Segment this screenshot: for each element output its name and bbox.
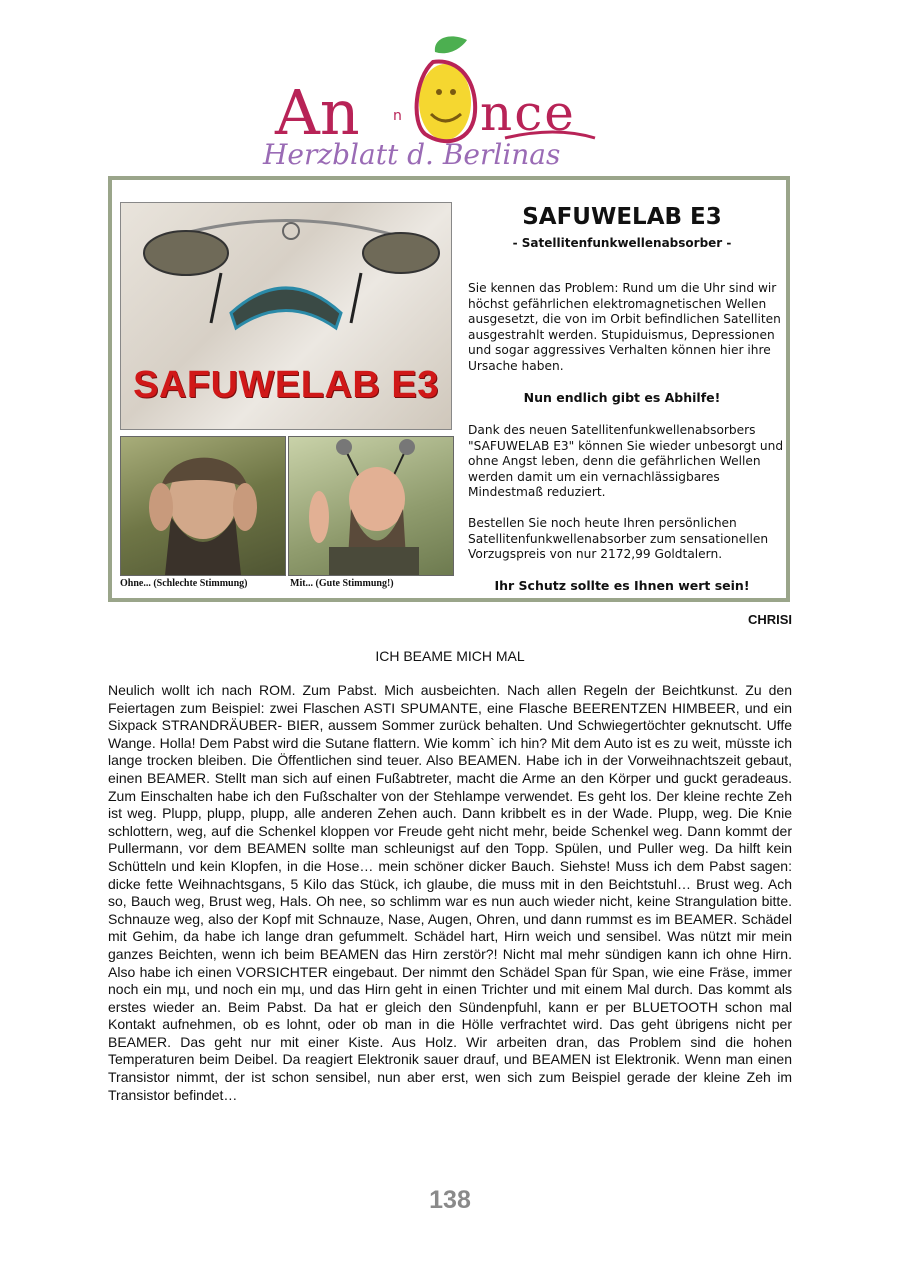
leaf-icon (435, 36, 467, 53)
ad-paragraph-3: Bestellen Sie noch heute Ihren persönlichen Satellitenfunkwellenabsorber zum sensationellen Vorzugspreis von nur 2172,99 Goldtalern. (468, 516, 769, 562)
author-name: CHRISI (747, 612, 792, 627)
ad-paragraph-2: Dank des neuen Satellitenfunkwellenabsorbers "SAFUWELAB E3" können Sie wieder unbesorgt und ohne Angst leben, denn die gefährlichen Wellen werden damit um ein vernachlässigbares Mindestmaß reduziert. (468, 423, 784, 500)
logo-text-an: An (275, 76, 360, 149)
after-photo-caption: Mit... (Gute Stimmung!) (290, 578, 394, 589)
before-photo (120, 436, 286, 576)
article-body: Neulich wollt ich nach ROM. Zum Pabst. Mich ausbeichten. Nach allen Regeln der Beichtkunst. Zu den Feiertagen zum Beispiel: zwei Flaschen ASTI SPUMANTE, eine Flasche BEERENTZEN HIMBEER, und ein Sixpack STRANDRÄUBER- BIER, aussem Sommer zurück behalten. Und Schwiegertöchter geknutscht. Uffe Wange. Holla! Dem Pabst wird die Sutane flattern. Wie komm` ich hin? Mit dem Auto ist es zu weit, müsste ich lange trocken bleiben. Die Öffentlichen sind teuer. Also BEAMEN. Habe ich in der Vorweihnachtszeit gebaut, einen BEAMER. Stellt man sich auf einen Fußabtreter, macht die Arme an den Körper und guckt geradeaus. Zum Einschalten habe ich den Fußschalter von der Stehlampe verwendet. Es geht los. Der kleine rechte Zeh ist weg. Plupp, plupp, plupp, alle anderen Zehen auch. Dann kribbelt es in der Wade. Plupp, weg. Die Knie schlottern, weg, auf die Schenkel kloppen vor Freude geht nicht mehr, beide Schenkel weg. Dann kommt der Pullermann, vor dem BEAMEN sollte man schleunigst auf den Topp. Spülen, und Puller weg. Da hilft kein Schütteln und kein Klopfen, in die Hose… mein schöner dicker Bauch. Siehste! Muss ich dem Pabst sagen: dicke fette Weihnachtsgans, 5 Kilo das Stück, ich glaube, die muss mit in den Beichtstuhl… Brust weg. Ach so, Bauch weg, Brust weg, Hals. Oh nee, so schlimm war es nun auch wieder nicht, keine Strangulation bitte. Schnauze weg, also der Kopf mit Schnauze, Nase, Augen, Ohren, und dann rummst es im BEAMER. Schädel mit Gehim, da habe ich lange dran gefummelt. Schädel hart, Hirn weich und sensibel. Was nützt mir mein ganzes Beichten, wenn ich beim BEAMEN das Hirn zerstör?! Nicht mal mehr sündigen kann ich ohne Hirn. Also habe ich einen VORSICHTER eingebaut. Der nimmt den Schädel Span für Span, wie eine Fräse, immer noch ein mµ, und noch ein mµ, und das Hirn geht in einen Trichter und mit einem Mal durch. Das kommt als erstes wieder an. Beim Pabst. Da hat er gleich den Sündenpfuhl, kann er per BLUETOOTH schon mal Kontakt aufnehmen, ob es lohnt, oder ob man in die Hölle verfrachtet wird. Das geht übrigens nicht per BEAMER. Das geht nur mit einer Kiste. Aus Holz. Wir arbeiten dran, das Problem sind die hohen Temperaturen beim Deibel. Da reagiert Elektronik sauer drauf, und BEAMEN ist Elektronik. Wenn man einen Transistor nimmt, der ist schon sensibel, nun aber erst, wen sich zum Beispiel gerade der kleine Zeh im Transistor befindet… (108, 682, 792, 1103)
before-photo-caption: Ohne... (Schlechte Stimmung) (120, 578, 248, 589)
ad-heading: Nun endlich gibt es Abhilfe! (523, 390, 721, 405)
article-title: ICH BEAME MICH MAL (375, 648, 525, 664)
face-icon (419, 64, 471, 140)
ad-paragraph-1: Sie kennen das Problem: Rund um die Uhr sind wir höchst gefährlichen elektromagnetischen Wellen ausgesetzt, die von im Orbit befindlichen Satelliten ausgestrahlt werden. Stupiduismus, Depressionen und sogar aggressives Verhalten können hier ihre Ursache haben. (468, 281, 781, 373)
product-photo-caption: SAFUWELAB E3 (133, 364, 439, 406)
logo-script-text: Herzblatt d. Berlinas (263, 138, 561, 171)
advertisement-box (108, 176, 790, 602)
logo (255, 30, 635, 180)
logo-graphic (255, 30, 635, 180)
page-number: 138 (429, 1186, 471, 1214)
ad-footer: Ihr Schutz sollte es Ihnen wert sein! (494, 578, 750, 593)
product-photo (120, 202, 452, 430)
ad-subtitle: - Satellitenfunkwellenabsorber - (512, 236, 732, 250)
logo-text-n: n (393, 108, 402, 124)
after-photo (288, 436, 454, 576)
ad-title: SAFUWELAB E3 (522, 204, 722, 230)
logo-text-nce: nce (480, 84, 576, 142)
